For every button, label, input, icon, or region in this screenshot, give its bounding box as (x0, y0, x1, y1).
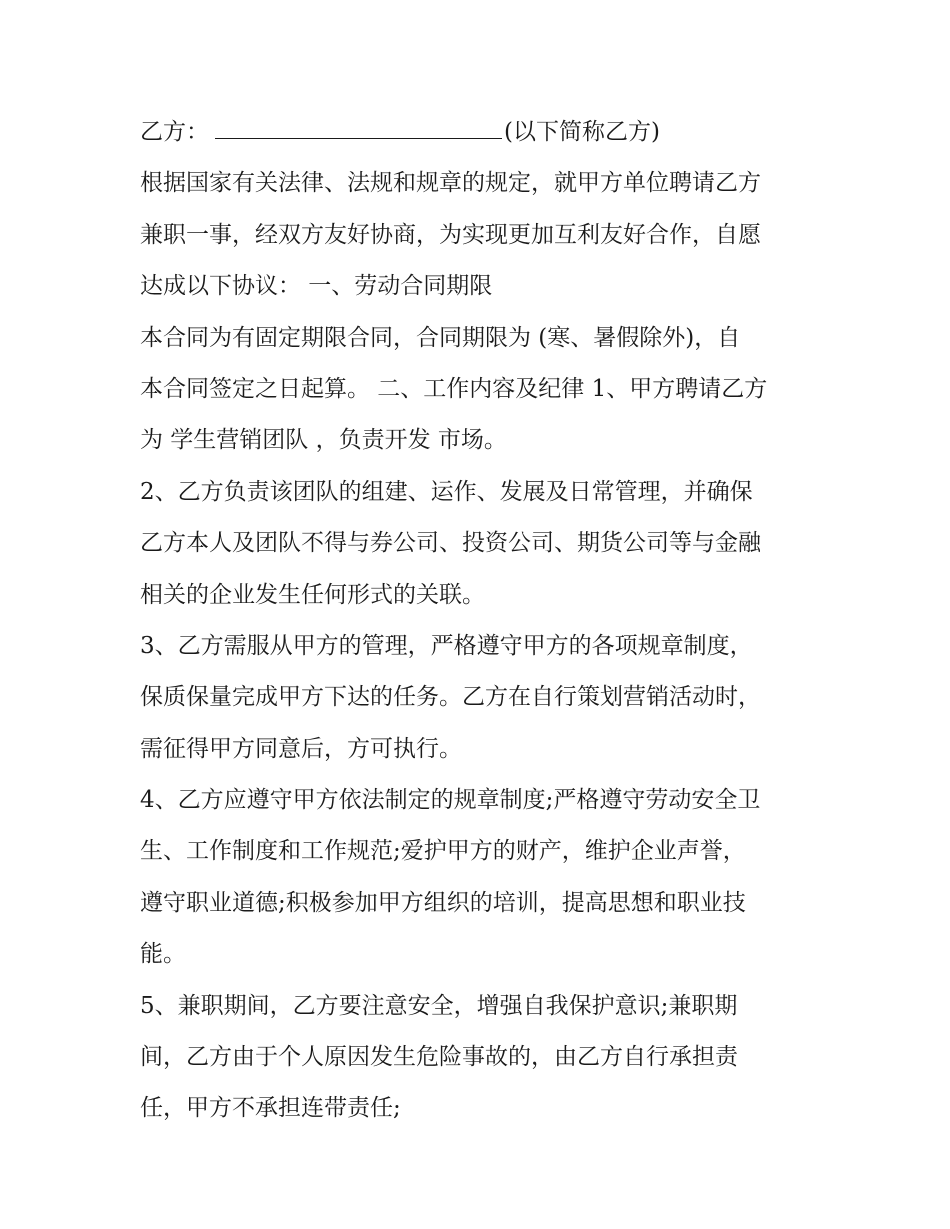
text-line: 本合同为有固定期限合同，合同期限为 (寒、暑假除外)，自 (140, 324, 741, 351)
party-b-label: 乙方： (140, 119, 209, 145)
text-line: 间，乙方由于个人原因发生危险事故的，由乙方自行承担责 (140, 1044, 738, 1071)
text-line: 为 学生营销团队 ，负责开发 市场。 (140, 427, 507, 454)
text-line: 3、乙方需服从甲方的管理，严格遵守甲方的各项规章制度， (140, 632, 753, 659)
party-b-suffix: (以下简称乙方) (504, 119, 660, 145)
text-line: 本合同签定之日起算。 二、工作内容及纪律 1、甲方聘请乙方 (140, 375, 768, 402)
text-line: 2、乙方负责该团队的组建、运作、发展及日常管理，并确保 (140, 478, 753, 505)
document-body (140, 107, 830, 1135)
text-line: 需征得甲方同意后，方可执行。 (140, 735, 462, 762)
text-line: 达成以下协议： 一、劳动合同期限 (140, 273, 493, 300)
text-line: 乙方本人及团队不得与券公司、投资公司、期货公司等与金融 (140, 530, 761, 557)
party-b-blank-field (215, 120, 502, 139)
text-line: 根据国家有关法律、法规和规章的规定，就甲方单位聘请乙方 (140, 170, 761, 197)
text-line: 5、兼职期间，乙方要注意安全，增强自我保护意识;兼职期 (140, 992, 738, 1019)
text-line: 4、乙方应遵守甲方依法制定的规章制度;严格遵守劳动安全卫 (140, 787, 761, 814)
text-line: 相关的企业发生任何形式的关联。 (140, 581, 485, 608)
text-line: 任，甲方不承担连带责任; (140, 1095, 401, 1122)
party-b-line (140, 107, 830, 158)
text-line: 生、工作制度和工作规范;爱护甲方的财产，维护企业声誉， (140, 838, 746, 865)
text-line: 能。 (140, 941, 186, 968)
text-line: 遵守职业道德;积极参加甲方组织的培训，提高思想和职业技 (140, 889, 746, 916)
text-line: 兼职一事，经双方友好协商，为实现更加互利友好合作，自愿 (140, 221, 761, 248)
text-line: 保质保量完成甲方下达的任务。乙方在自行策划营销活动时， (140, 684, 761, 711)
